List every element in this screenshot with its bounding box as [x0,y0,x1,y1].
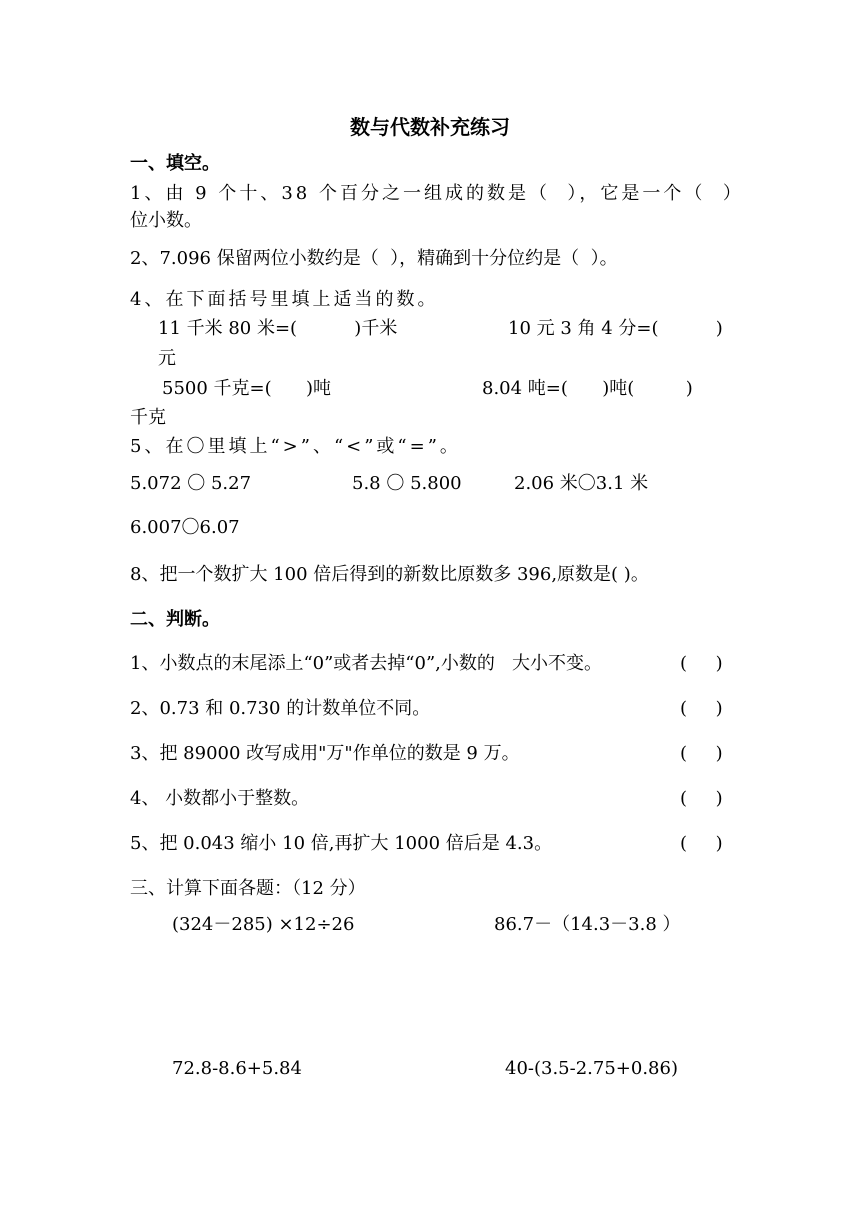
judge-item-5: 5、把 0.043 缩小 10 倍,再扩大 1000 倍后是 4.3。 [130,833,553,854]
question-1-line-1: 1、由 9 个十、38 个百分之一组成的数是（ ），它是一个（ ） [130,183,744,204]
judge-item-2: 2、0.73 和 0.730 的计数单位不同。 [130,698,431,719]
question-4-c: 5500 千克=( )吨 [162,378,331,399]
section-1-heading: 一、填空。 [130,153,220,174]
question-1-line-2: 位小数。 [130,210,202,231]
question-4-b: 10 元 3 角 4 分=( ) [508,318,723,339]
section-3-heading: 三、计算下面各题：（12 分） [130,878,366,899]
question-5-d: 6.007〇6.07 [130,517,240,538]
question-2: 2、7.096 保留两位小数约是（ ），精确到十分位约是（ ）。 [130,248,618,269]
judge-answer-5[interactable]: ( ) [680,833,723,854]
question-5-c: 2.06 米〇3.1 米 [514,473,649,494]
judge-answer-1[interactable]: ( ) [680,653,723,674]
question-5-b: 5.8 〇 5.800 [352,473,462,494]
judge-item-1: 1、小数点的末尾添上“0”或者去掉“0”,小数的 大小不变。 [130,653,603,674]
question-4-d-tail: 千克 [130,407,166,428]
judge-answer-4[interactable]: ( ) [680,788,723,809]
judge-answer-3[interactable]: ( ) [680,743,723,764]
question-4: 4、在下面括号里填上适当的数。 [130,289,439,310]
page-title: 数与代数补充练习 [350,115,510,139]
judge-item-3: 3、把 89000 改写成用"万"作单位的数是 9 万。 [130,743,520,764]
calc-expression-4: 40-(3.5-2.75+0.86) [505,1058,678,1079]
question-4-d: 8.04 吨=( )吨( ) [482,378,693,399]
judge-item-4: 4、 小数都小于整数。 [130,788,310,809]
question-4-b-tail: 元 [158,348,176,369]
question-8: 8、把一个数扩大 100 倍后得到的新数比原数多 396,原数是( )。 [130,564,649,585]
section-2-heading: 二、判断。 [130,609,220,630]
calc-expression-2: 86.7－（14.3－3.8 ） [494,914,681,935]
judge-answer-2[interactable]: ( ) [680,698,723,719]
calc-expression-3: 72.8-8.6+5.84 [172,1058,302,1079]
question-4-a: 11 千米 80 米=( )千米 [158,318,398,339]
question-5: 5、在〇里填上“>”、“<”或“=”。 [130,436,461,457]
question-5-a: 5.072 〇 5.27 [130,473,252,494]
calc-expression-1: (324－285) ×12÷26 [172,914,355,935]
